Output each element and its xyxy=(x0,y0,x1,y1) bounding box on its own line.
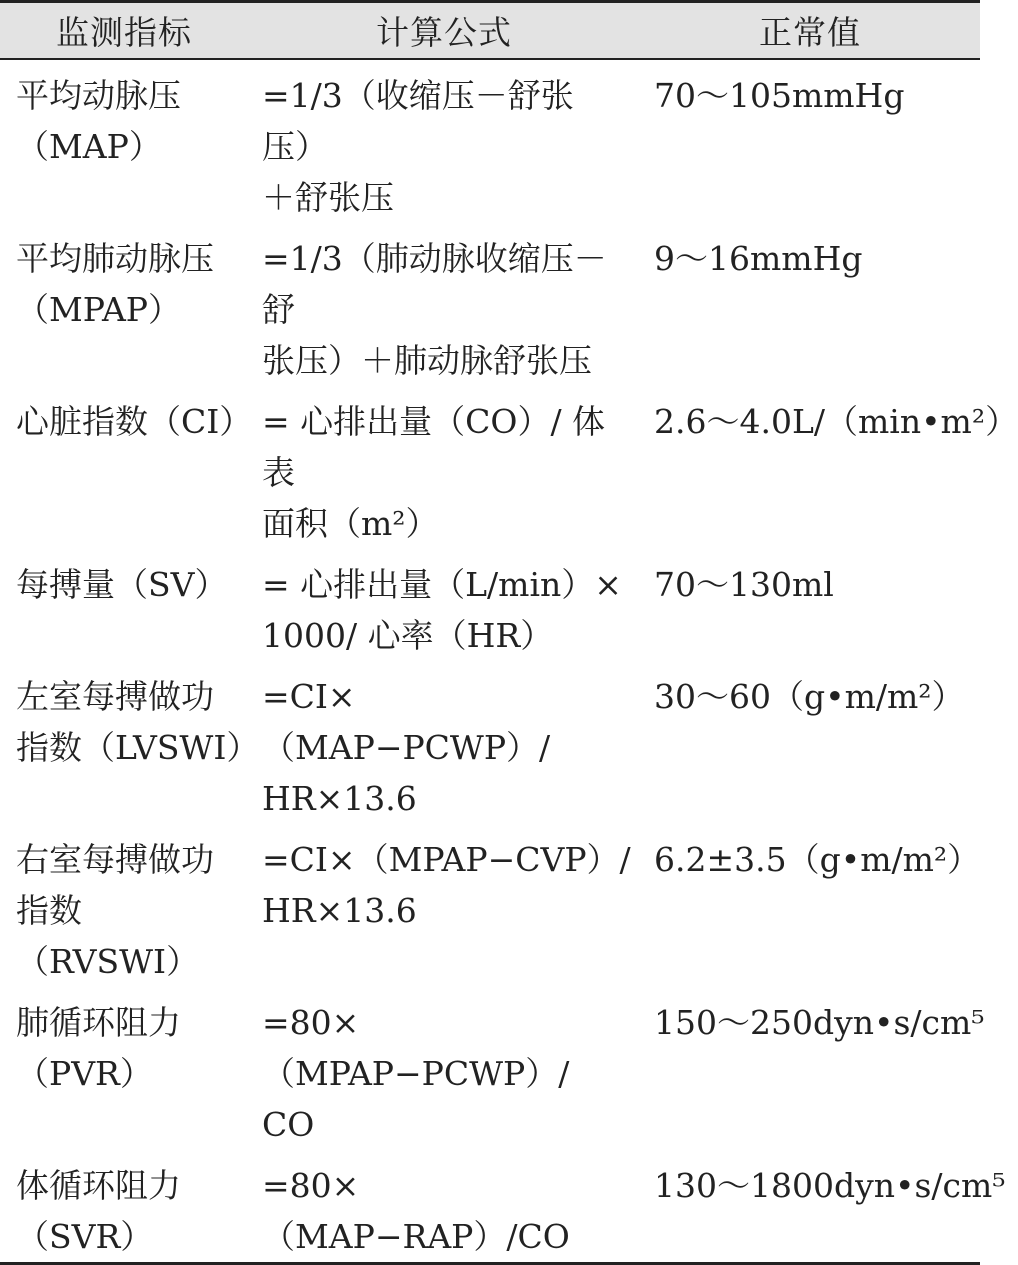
normal-value-cell: 30～60（g•m/m²） xyxy=(654,677,965,716)
normal-value-cell: 130～1800dyn•s/cm⁵ xyxy=(640,1150,980,1264)
header-normal-value: 正常值 xyxy=(640,2,980,60)
table-body xyxy=(0,59,1018,1264)
table-row xyxy=(0,661,980,824)
table-row xyxy=(0,987,980,1150)
formula-cell: = 心排出量（CO）/ 体表 面积（m²） xyxy=(262,402,606,543)
table-row xyxy=(0,1150,980,1264)
formula-cell: = 心排出量（L/min）× 1000/ 心率（HR） xyxy=(262,565,622,655)
normal-value-cell: 150～250dyn•s/cm⁵ xyxy=(654,1003,985,1042)
formula-cell: =CI×（MAP−PCWP）/ HR×13.6 xyxy=(262,677,551,818)
header-formula: 计算公式 xyxy=(248,2,640,60)
formula-cell: =80×（MPAP−PCWP）/ CO xyxy=(262,1003,570,1144)
table-row xyxy=(0,386,980,549)
table-header xyxy=(0,2,980,60)
indicator-cell: 平均动脉压 （MAP） xyxy=(16,76,181,166)
normal-value-cell: 6.2±3.5（g•m/m²） xyxy=(654,840,981,879)
indicator-cell: 心脏指数（CI） xyxy=(16,402,253,441)
table-row xyxy=(0,549,980,661)
normal-value-cell: 2.6～4.0L/（min•m²） xyxy=(654,402,1018,441)
indicator-cell: 每搏量（SV） xyxy=(16,565,228,604)
table-row xyxy=(0,223,980,386)
indicator-cell: 平均肺动脉压 （MPAP） xyxy=(16,239,214,329)
indicator-cell: 左室每搏做功 指数（LVSWI） xyxy=(16,677,260,767)
formula-cell: =CI×（MPAP−CVP）/ HR×13.6 xyxy=(262,840,631,930)
formula-cell: =1/3（肺动脉收缩压－舒 张压）＋肺动脉舒张压 xyxy=(262,239,607,380)
indicator-cell: 体循环阻力 （SVR） xyxy=(0,1150,248,1264)
header-indicator: 监测指标 xyxy=(0,2,248,60)
header-row xyxy=(0,2,980,60)
indicator-cell: 右室每搏做功 指数（RVSWI） xyxy=(16,840,214,981)
table-row xyxy=(0,59,980,223)
normal-value-cell: 9～16mmHg xyxy=(654,239,863,278)
formula-cell: =80×（MAP−RAP）/CO xyxy=(248,1150,640,1264)
normal-value-cell: 70～105mmHg xyxy=(654,76,905,115)
formula-cell: =1/3（收缩压－舒张压） ＋舒张压 xyxy=(262,76,574,217)
normal-value-cell: 70～130ml xyxy=(654,565,834,604)
indicator-cell: 肺循环阻力 （PVR） xyxy=(16,1003,181,1093)
table-row xyxy=(0,824,980,987)
